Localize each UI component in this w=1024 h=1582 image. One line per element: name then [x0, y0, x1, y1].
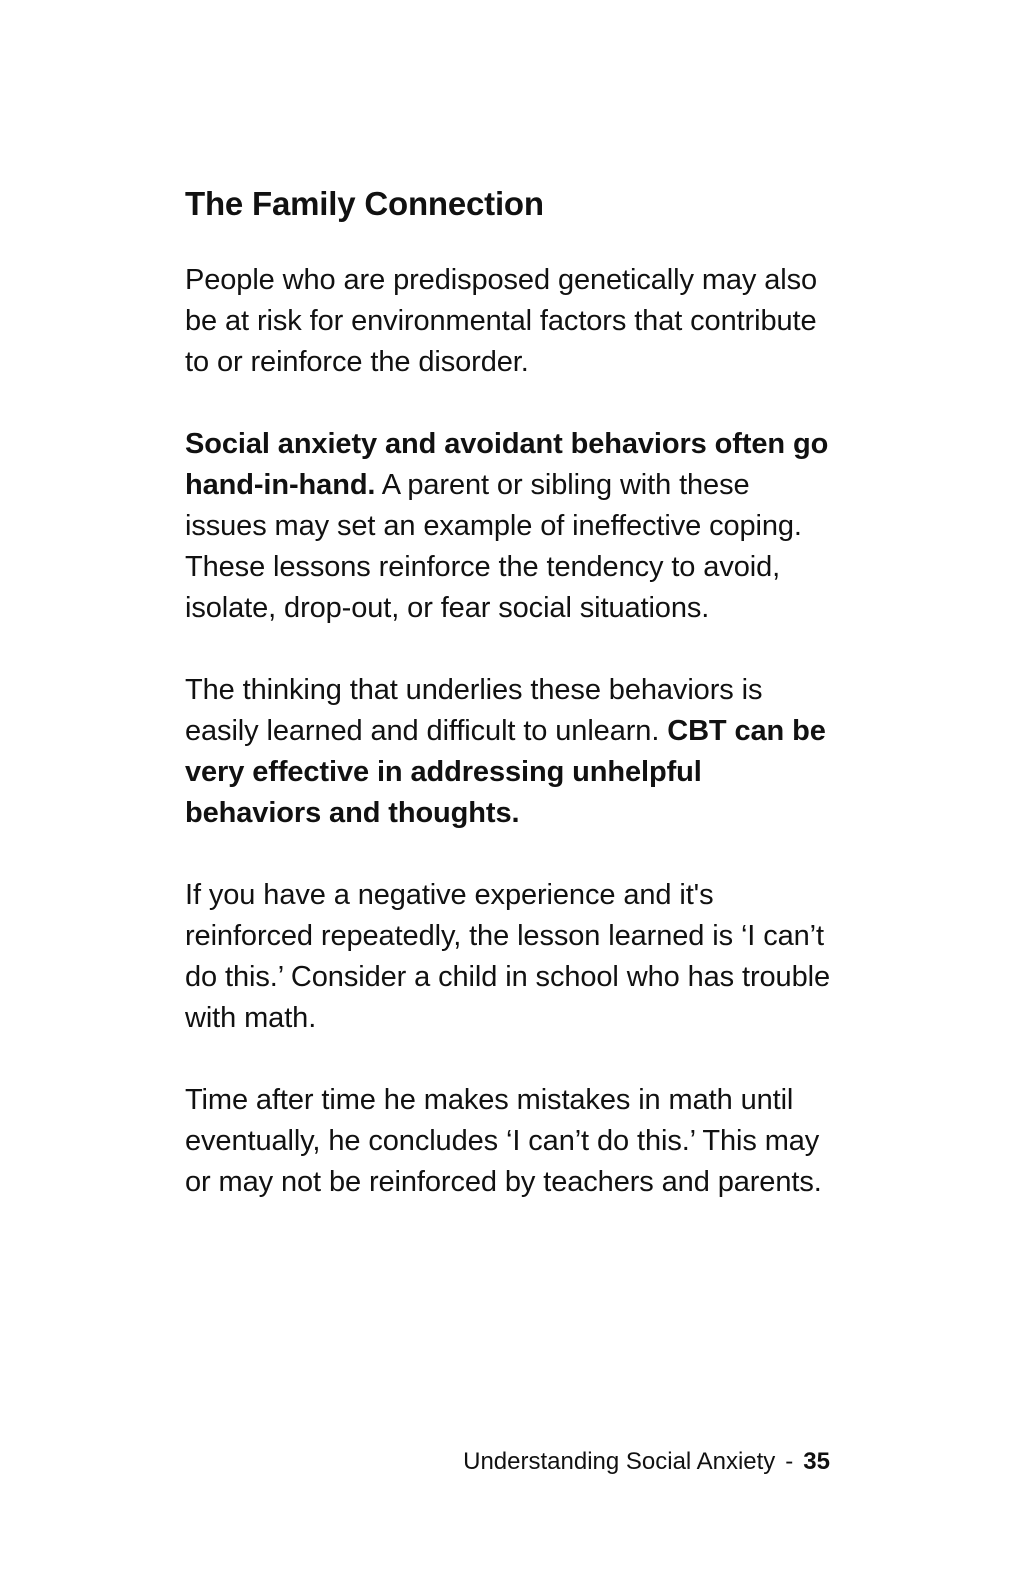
paragraph-4: If you have a negative experience and it's reinforced repeatedly, the lesson learned is ‘I can’t do this.’ Consider a child in school who has trouble with math.: [185, 879, 830, 1034]
paragraph-5: Time after time he makes mistakes in math until eventually, he concludes ‘I can’t do this.’ This may or may not be reinforced by teachers and parents.: [185, 1084, 822, 1198]
page-footer: [463, 1444, 830, 1480]
section-heading: The Family Connection: [185, 185, 544, 222]
paragraph-2-emphasis: Social anxiety and avoidant behaviors often go hand-in-hand.: [185, 428, 829, 501]
paragraph-3-emphasis: CBT can be very effective in addressing unhelpful behaviors and thoughts.: [185, 715, 826, 829]
footer-book-title: Understanding Social Anxiety: [463, 1448, 776, 1475]
paragraph-2: [185, 424, 835, 629]
paragraph-1: People who are predisposed genetically may also be at risk for environmental factors that contribute to or reinforce the disorder.: [185, 264, 818, 378]
page-number: 35: [803, 1448, 830, 1475]
footer-separator: -: [785, 1448, 794, 1475]
paragraph-3-text: The thinking that underlies these behaviors is easily learned and difficult to unlearn.: [185, 674, 763, 747]
page-content: [185, 180, 835, 1244]
paragraph-2-text: A parent or sibling with these issues may set an example of ineffective coping. These lessons reinforce the tendency to avoid, isolate, drop-out, or fear social situations.: [185, 469, 802, 624]
paragraph-3: [185, 670, 835, 834]
